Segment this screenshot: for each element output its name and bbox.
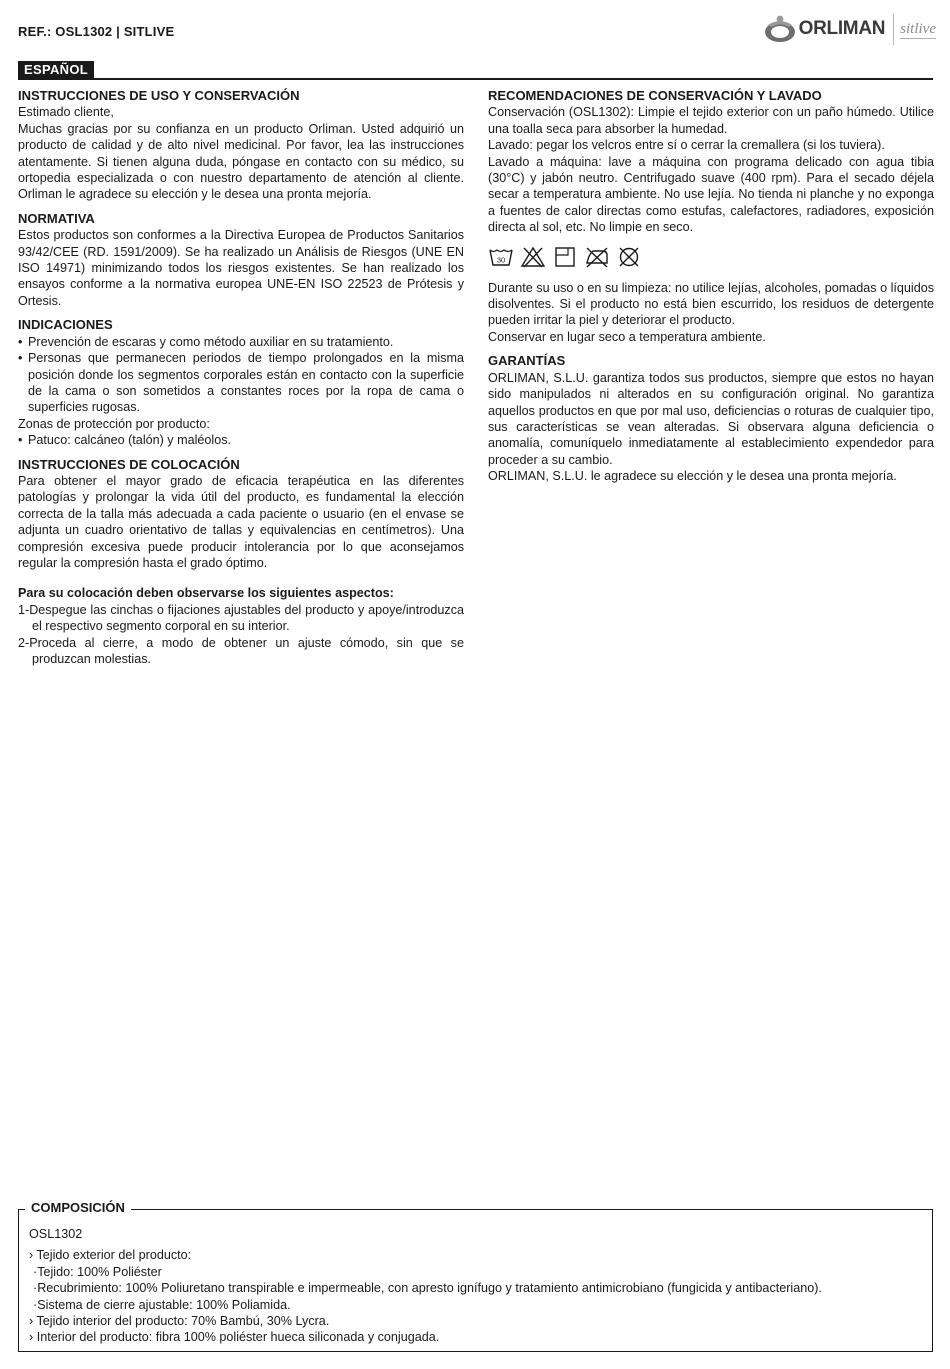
composition-line: ·Tejido: 100% Poliéster [33,1264,162,1279]
language-bar [18,61,933,80]
lavado-paragraph: Lavado: pegar los velcros entre sí o cerrar la cremallera (si los tuviera). [488,138,885,153]
composition-line: ·Recubrimiento: 100% Poliuretano transpirable e impermeable, con apresto ignífugo y tratamiento antimicrobiano (fungicida y antibacteriano). [33,1281,822,1296]
orliman-logo [763,10,936,48]
sub-brand-name: sitlive [900,20,936,37]
composition-line: › Tejido interior del producto: 70% Bambú, 30% Lycra. [29,1314,330,1329]
normativa-paragraph: Estos productos son conformes a la Directiva Europea de Productos Sanitarios 93/42/CEE (RD. 1591/2009). Se ha realizado un Análisis de Riesgos (UNE EN ISO 14971) minimizando todos los riesgos existentes. Se han realizado los ensayos conforme a la normativa europea UNE-EN ISO 22523 de Prótesis y Ortesis. [18,228,464,308]
no-dry-clean-icon [616,246,642,268]
step-item: 1-Despegue las cinchas o fijaciones ajustables del producto y apoye/introduzca el respectivo segmento corporal en su interior. [18,602,464,634]
garantias-thanks: ORLIMAN, S.L.U. le agradece su elección y le desea una pronta mejoría. [488,469,897,484]
conservar-paragraph: Conservar en lugar seco a temperatura ambiente. [488,329,766,344]
composition-line: ·Sistema de cierre ajustable: 100% Poliamida. [33,1297,291,1312]
composition-ref: OSL1302 [29,1227,83,1241]
orliman-figure-icon [763,14,797,44]
language-tag: ESPAÑOL [18,61,94,80]
no-tumble-dry-icon [552,246,578,268]
indications-list [18,334,464,416]
conservacion-paragraph: Conservación (OSL1302): Limpie el tejido exterior con un paño húmedo. Utilice una toalla seca para absorber la humedad. [488,105,934,136]
colocacion-steps [18,602,464,668]
list-item: • Patuco: calcáneo (talón) y maléolos. [18,432,464,448]
section-title-normativa: NORMATIVA [18,210,95,226]
step-item: 2-Proceda al cierre, a modo de obtener un ajuste cómodo, sin que se produzcan molestias. [18,635,464,666]
wash-temp-label: 30 [496,255,506,265]
composition-content [29,1226,922,1346]
protection-zones-label: Zonas de protección por producto: [18,416,210,431]
wash-30-icon [488,246,514,268]
section-title-conservacion: RECOMENDACIONES DE CONSERVACIÓN Y LAVADO [488,88,822,103]
composition-line: › Interior del producto: fibra 100% poliéster hueca siliconada y conjugada. [29,1330,440,1345]
list-item: • Prevención de escaras y como método auxiliar en su tratamiento. [18,334,464,350]
uso-limpieza-paragraph: Durante su uso o en su limpieza: no utilice lejías, alcoholes, pomadas o líquidos disolventes. Si el producto no está bien escurrido, los residuos de detergente pueden irritar la piel y deteriorar el producto. [488,280,934,328]
intro-paragraph: Muchas gracias por su confianza en un producto Orliman. Usted adquirió un producto de calidad y de alto nivel medicinal. Por favor, lea las instrucciones atentamente. Si tienen alguna duda, póngase en contacto con su médico, su ortopedia especializada o con nuestro departamento de atención al cliente. Orliman le agradece su elección y le desea una pronta mejoría. [18,121,464,202]
section-title-uso: INSTRUCCIONES DE USO Y CONSERVACIÓN [18,88,300,103]
greeting: Estimado cliente, [18,105,114,120]
section-title-colocacion: INSTRUCCIONES DE COLOCACIÓN [18,456,240,472]
section-title-indicaciones: INDICACIONES [18,317,113,333]
logo-divider [893,13,894,45]
garantias-paragraph: ORLIMAN, S.L.U. garantiza todos sus productos, siempre que estos no hayan sido manipulados ni alterados en su configuración original. No garantiza aquellos productos en que por mal uso, deficiencias o roturas de cualquier tipo, sus características se vean alteradas. Si observara alguna deficiencia o anomalía, comuníquelo inmediatamente al establecimiento expendedor para proceder a su cambio. [488,370,934,467]
no-iron-icon [584,246,610,268]
composition-box [18,1200,933,1352]
care-symbols [488,246,934,268]
no-bleach-icon [520,246,546,268]
left-column [18,88,464,667]
section-title-garantias: GARANTÍAS [488,353,566,369]
brand-name: ORLIMAN [798,17,886,39]
colocacion-subheading: Para su colocación deben observarse los siguientes aspectos: [18,586,394,601]
right-column [488,88,934,485]
document-reference: REF.: OSL1302 | SITLIVE [18,24,175,39]
composition-line: › Tejido exterior del producto: [29,1248,192,1263]
protection-zones-list [18,432,464,448]
lavado-maquina-paragraph: Lavado a máquina: lave a máquina con programa delicado con agua tibia (30°C) y jabón neutro. Centrifugado suave (400 rpm). Para el secado déjela secar a temperatura ambiente. No use lejía. No tienda ni planche y no exponga a fuentes de calor directas como estufas, calefactores, radiadores, exposición directa al sol, etc. No limpie en seco. [488,154,934,235]
composition-title: COMPOSICIÓN [25,1200,131,1216]
list-item: • Personas que permanecen periodos de tiempo prolongados en la misma posición donde los segmentos corporales están en contacto con la superficie de la cama o son sometidos a constantes roces por la ropa de cama o superficies rugosas. [18,350,464,416]
colocacion-paragraph: Para obtener el mayor grado de eficacia terapéutica en las diferentes patologías y prolongar la vida útil del producto, es fundamental la elección correcta de la talla más adecuada a cada paciente o usuario (en el envase se adjunta un cuadro orientativo de tallas y equivalencias en centímetros). Una compresión excesiva puede producir intolerancia por lo que aconsejamos regular la compresión hasta el grado óptimo. [18,473,464,570]
